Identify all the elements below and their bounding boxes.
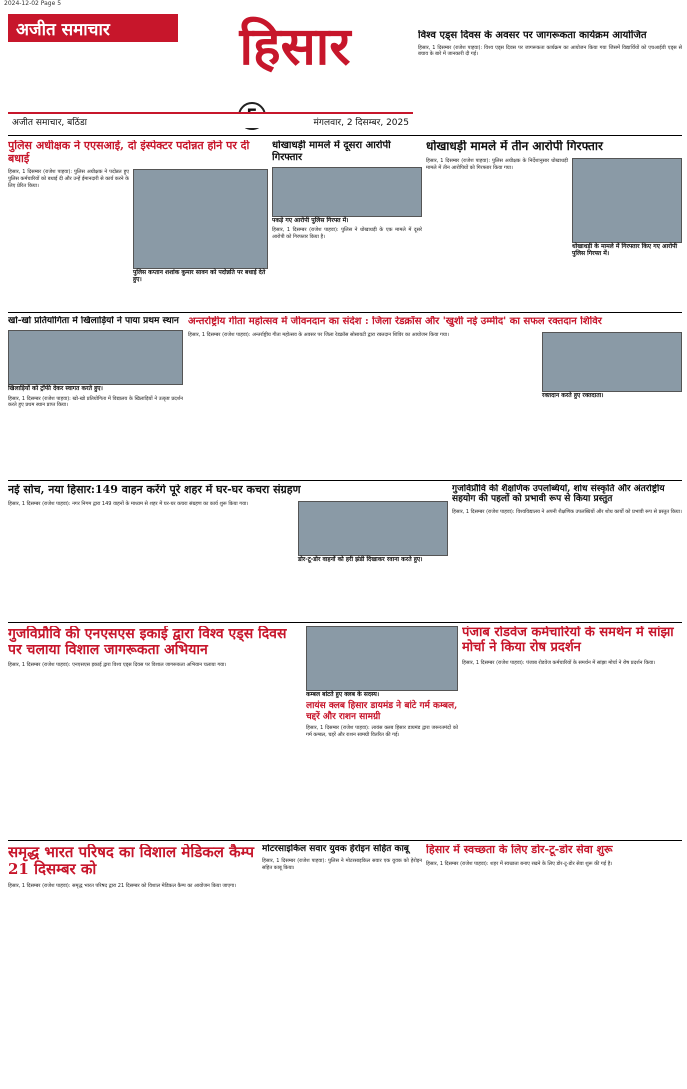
gita-photo: [542, 332, 682, 392]
photo-caption: धोखाधड़ी के मामले में गिरफ्तार किए गए आरोपी पुलिस गिरफ्त में।: [572, 243, 682, 257]
headline: गुजविप्रौवि की शैक्षणिक उपलब्धियों, शोध संस्कृति और अंतर्राष्ट्रीय सहयोग की पहलों को प्रभावी रूप से किया प्रस्तुत: [452, 484, 665, 505]
story-body: हिसार, 1 दिसम्बर (राजेश पाहवा): पुलिस ने मोटरसाइकिल सवार एक युवक को हेरोइन सहित काबू किया।: [262, 858, 422, 872]
story-body: हिसार, 1 दिसम्बर (राजेश पाहवा): पुलिस अधीक्षक ने पदोन्नत हुए पुलिस कर्मचारियों को बधाई दी और उन्हें ईमानदारी से कार्य करने के लिए प्रेरित किया।: [8, 169, 129, 189]
divider: [8, 135, 682, 136]
police-photo: [133, 169, 268, 269]
headline: पंजाब रोडवेज कर्मचारियों के समर्थन में सांझा मोर्चा ने किया रोष प्रदर्शन: [462, 626, 674, 655]
photo-caption: पकड़े गए आरोपी पुलिस गिरफ्त में।: [272, 217, 422, 224]
headline: धोखाधड़ी मामले में दूसरा आरोपी गिरफ्तार: [272, 140, 391, 163]
photo-caption: पुलिस कप्तान शशांक कुमार सावन को पदोन्नति पर बधाई देते हुए।: [133, 269, 268, 283]
masthead-bar: [8, 112, 413, 128]
headline: लायंस क्लब हिसार डायमंड ने बांटे गर्म कम्बल, चद्दरें और राशन सामग्री: [306, 701, 458, 722]
headline: गुजविप्रौवि की एनएसएस इकाई द्वारा विश्व एड्स दिवस पर चलाया विशाल जागरूकता अभियान: [8, 626, 287, 659]
story-waste: [8, 484, 448, 619]
waste-photo: [298, 501, 448, 556]
story-fraud3: [426, 140, 682, 310]
headline: खो-खो प्रतियोगिता में खिलाड़ियों ने पाया प्रथम स्थान: [8, 316, 179, 326]
story-body: हिसार, 1 दिसम्बर (राजेश पाहवा): अन्तर्राष्ट्रीय गीता महोत्सव के अवसर पर जिला रेडक्रॉस सोसायटी द्वारा रक्तदान शिविर का आयोजन किया गया।: [188, 331, 449, 338]
brand-logo: अजीत समाचार: [8, 14, 178, 42]
story-body: हिसार, 1 दिसम्बर (राजेश पाहवा): विश्व एड्स दिवस पर जागरूकता कार्यक्रम का आयोजन किया गया जिसमें विद्यार्थियों को एचआईवी एड्स से बचाव के बारे में जानकारी दी गई।: [418, 44, 682, 58]
lions-photo: [306, 626, 458, 691]
fraud3-photo: [572, 158, 682, 243]
photo-caption: कम्बल बांटते हुए क्लब के सदस्य।: [306, 691, 458, 698]
divider: [8, 312, 682, 313]
date-label: मंगलवार, 2 दिसम्बर, 2025: [313, 117, 409, 128]
story-aids: [418, 30, 682, 130]
story-body: हिसार, 1 दिसम्बर (राजेश पाहवा): समृद्ध भारत परिषद द्वारा 21 दिसम्बर को विशाल मेडिकल कैम्प का आयोजन किया जाएगा।: [8, 882, 237, 889]
story-fraud2: [272, 140, 422, 310]
photo-caption: खिलाड़ियों को ट्रॉफी देकर स्वागत करते हुए।: [8, 385, 183, 392]
story-body: हिसार, 1 दिसम्बर (राजेश पाहवा): पुलिस अधीक्षक के निर्देशानुसार धोखाधड़ी मामले में तीन आरोपियों को गिरफ्तार किया गया।: [426, 157, 568, 171]
story-roadways: [462, 626, 682, 836]
story-bharat: [8, 844, 258, 1084]
story-gita: [188, 316, 682, 476]
story-body: हिसार, 1 दिसम्बर (राजेश पाहवा): शहर में स्वच्छता बनाए रखने के लिए डोर-टू-डोर सेवा शुरू की गई है।: [426, 860, 613, 867]
headline: नई सोच, नया हिसार:149 वाहन करेंगे पूरे शहर में घर-घर कचरा संग्रहण: [8, 484, 301, 496]
story-body: हिसार, 1 दिसम्बर (राजेश पाहवा): एनएसएस इकाई द्वारा विश्व एड्स दिवस पर विशाल जागरूकता अभियान चलाया गया।: [8, 662, 227, 669]
story-police: [8, 140, 268, 310]
story-sports: [8, 316, 183, 476]
headline: विश्व एड्स दिवस के अवसर पर जागरूकता कार्यक्रम आयोजित: [418, 30, 647, 41]
print-info-line: 2024-12-02 Page 5: [4, 0, 62, 7]
photo-caption: डोर-टू-डोर वाहनों को हरी झंडी दिखाकर रवाना करते हुए।: [298, 556, 448, 563]
story-body: हिसार, 1 दिसम्बर (राजेश पाहवा): लायंस क्लब हिसार डायमंड द्वारा जरूरतमंदों को गर्म कम्बल, चद्दरें और राशन सामग्री वितरित की गई।: [306, 724, 458, 738]
story-gjuniv: [452, 484, 682, 619]
divider: [8, 480, 682, 481]
photo-caption: रक्तदान करते हुए रक्तदाता।: [542, 392, 682, 399]
headline: समृद्ध भारत परिषद का विशाल मेडिकल कैम्प 21 दिसम्बर को: [8, 844, 254, 879]
fraud2-photo: [272, 167, 422, 217]
divider: [8, 840, 682, 841]
headline: अन्तर्राष्ट्रीय गीता महोत्सव में जीवनदान का संदेश : जिला रेडक्रॉस और 'खुशी नई उम्मीद' का सफल रक्तदान शिविर: [188, 316, 602, 327]
story-body: हिसार, 1 दिसम्बर (राजेश पाहवा): विश्वविद्यालय ने अपनी शैक्षणिक उपलब्धियों और शोध कार्यों को प्रभावी रूप से प्रस्तुत किया।: [452, 508, 682, 515]
headline: हिसार में स्वच्छता के लिए डोर-टू-डोर सेवा शुरू: [426, 844, 613, 856]
story-body: हिसार, 1 दिसम्बर (राजेश पाहवा): पुलिस ने धोखाधड़ी के एक मामले में दूसरे आरोपी को गिरफ्तार किया है।: [272, 227, 422, 240]
story-cleanliness: [426, 844, 682, 1084]
story-lions: [306, 626, 458, 836]
headline: पुलिस अधीक्षक ने एएसआई, दो इंस्पेक्टर पदोन्नत होने पर दी बधाई: [8, 140, 250, 165]
story-body: हिसार, 1 दिसम्बर (राजेश पाहवा): नगर निगम द्वारा 149 वाहनों के माध्यम से शहर में घर-घर कचरा संग्रहण का कार्य शुरू किया गया।: [8, 500, 249, 507]
divider: [8, 622, 682, 623]
story-body: हिसार, 1 दिसम्बर (राजेश पाहवा): खो-खो प्रतियोगिता में विद्यालय के खिलाड़ियों ने उत्कृष्ट प्रदर्शन करते हुए प्रथम स्थान प्राप्त किया।: [8, 395, 183, 409]
headline: मोटरसाइकिल सवार युवक हेरोइन सहित काबू: [262, 844, 409, 854]
section-title: हिसार: [239, 15, 351, 77]
story-motorcycle: [262, 844, 422, 1084]
story-body: हिसार, 1 दिसम्बर (राजेश पाहवा): पंजाब रोडवेज कर्मचारियों के समर्थन में सांझा मोर्चा ने रोष प्रदर्शन किया।: [462, 659, 656, 666]
headline: धोखाधड़ी मामले में तीन आरोपी गिरफ्तार: [426, 140, 603, 153]
sports-photo: [8, 330, 183, 385]
story-nss: [8, 626, 303, 836]
edition-label: अजीत समाचार, बठिंडा: [12, 117, 87, 128]
